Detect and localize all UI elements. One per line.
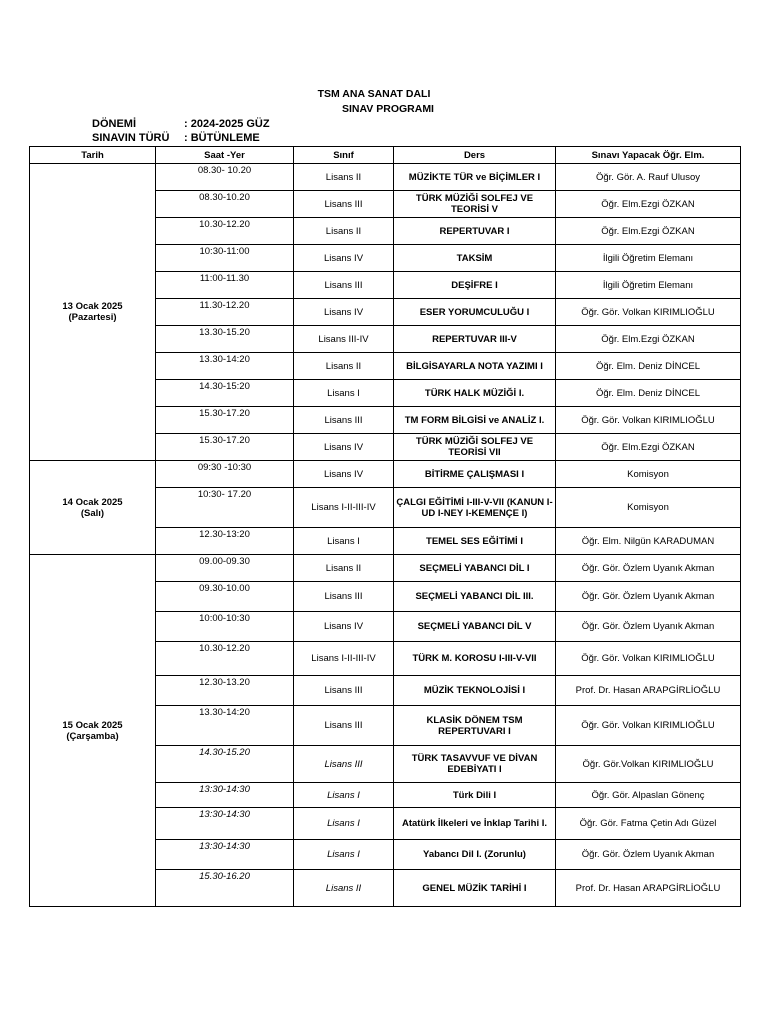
class-cell: Lisans IV bbox=[294, 612, 394, 642]
exam-date: 14 Ocak 2025 bbox=[62, 496, 123, 508]
class-cell: Lisans IV bbox=[294, 299, 394, 326]
teacher-cell: Öğr. Gör. Özlem Uyanık Akman bbox=[556, 555, 741, 582]
class-cell: Lisans III-IV bbox=[294, 326, 394, 353]
teacher-cell: Öğr. Gör. A. Rauf Ulusoy bbox=[556, 164, 741, 191]
course-cell: KLASİK DÖNEM TSM REPERTUVARI I bbox=[394, 706, 556, 746]
exam-day: (Salı) bbox=[80, 507, 105, 519]
class-cell: Lisans III bbox=[294, 676, 394, 706]
date-cell bbox=[30, 555, 156, 907]
time-cell: 14.30-15.20 bbox=[156, 746, 294, 783]
exam-date: 13 Ocak 2025 bbox=[62, 301, 123, 312]
exam-day: (Pazartesi) bbox=[68, 312, 117, 323]
time-cell: 09:30 -10:30 bbox=[156, 461, 294, 488]
class-cell: Lisans III bbox=[294, 746, 394, 783]
course-cell: TÜRK HALK MÜZİĞİ I. bbox=[394, 380, 556, 407]
course-cell: TÜRK TASAVVUF VE DİVAN EDEBİYATI I bbox=[394, 746, 556, 783]
time-cell: 13:30-14:30 bbox=[156, 840, 294, 870]
document-title: TSM ANA SANAT DALI bbox=[317, 88, 431, 100]
time-cell: 09.00-09.30 bbox=[156, 555, 294, 582]
time-cell: 13:30-14:30 bbox=[156, 783, 294, 808]
column-header-class: Sınıf bbox=[294, 147, 394, 164]
time-cell: 10.30-12.20 bbox=[156, 218, 294, 245]
teacher-cell: Öğr. Gör.Volkan KIRIMLIOĞLU bbox=[556, 746, 741, 783]
class-cell: Lisans I bbox=[294, 840, 394, 870]
teacher-cell: Komisyon bbox=[556, 488, 741, 528]
time-cell: 15.30-16.20 bbox=[156, 870, 294, 907]
class-cell: Lisans III bbox=[294, 407, 394, 434]
course-cell: GENEL MÜZİK TARİHİ I bbox=[394, 870, 556, 907]
course-cell: BİLGİSAYARLA NOTA YAZIMI I bbox=[394, 353, 556, 380]
exam-day: (Çarşamba) bbox=[66, 730, 119, 742]
time-cell: 13.30-15.20 bbox=[156, 326, 294, 353]
course-cell: TÜRK M. KOROSU I-III-V-VII bbox=[394, 642, 556, 676]
course-cell: TM FORM BİLGİSİ ve ANALİZ I. bbox=[394, 407, 556, 434]
time-cell: 08.30- 10.20 bbox=[156, 164, 294, 191]
course-cell: DEŞİFRE I bbox=[394, 272, 556, 299]
course-cell: TÜRK MÜZİĞİ SOLFEJ VE TEORİSİ V bbox=[394, 191, 556, 218]
exam-schedule-table bbox=[29, 146, 741, 907]
class-cell: Lisans III bbox=[294, 582, 394, 612]
time-cell: 11.30-12.20 bbox=[156, 299, 294, 326]
class-cell: Lisans IV bbox=[294, 461, 394, 488]
time-cell: 15.30-17.20 bbox=[156, 407, 294, 434]
table-body bbox=[30, 164, 741, 907]
time-cell: 13.30-14:20 bbox=[156, 706, 294, 746]
document-subtitle: SINAV PROGRAMI bbox=[342, 103, 434, 115]
teacher-cell: Öğr. Gör. Fatma Çetin Adı Güzel bbox=[556, 808, 741, 840]
teacher-cell: Öğr. Gör. Volkan KIRIMLIOĞLU bbox=[556, 299, 741, 326]
class-cell: Lisans III bbox=[294, 706, 394, 746]
time-cell: 10.30-12.20 bbox=[156, 642, 294, 676]
teacher-cell: İlgili Öğretim Elemanı bbox=[556, 245, 741, 272]
course-cell: SEÇMELİ YABANCI DİL I bbox=[394, 555, 556, 582]
teacher-cell: Öğr. Elm. Deniz DİNCEL bbox=[556, 380, 741, 407]
class-cell: Lisans II bbox=[294, 164, 394, 191]
period-label: DÖNEMİ bbox=[92, 118, 136, 130]
teacher-cell: Öğr. Gör. Alpaslan Gönenç bbox=[556, 783, 741, 808]
column-header-course: Ders bbox=[394, 147, 556, 164]
table-row bbox=[30, 461, 741, 488]
class-cell: Lisans I bbox=[294, 783, 394, 808]
time-cell: 15.30-17.20 bbox=[156, 434, 294, 461]
time-cell: 09.30-10.00 bbox=[156, 582, 294, 612]
class-cell: Lisans III bbox=[294, 191, 394, 218]
date-cell bbox=[30, 164, 156, 461]
course-cell: SEÇMELİ YABANCI DİL V bbox=[394, 612, 556, 642]
teacher-cell: Öğr. Elm.Ezgi ÖZKAN bbox=[556, 434, 741, 461]
course-cell: SEÇMELİ YABANCI DİL III. bbox=[394, 582, 556, 612]
time-cell: 10:30-11:00 bbox=[156, 245, 294, 272]
class-cell: Lisans II bbox=[294, 353, 394, 380]
period-value: : 2024-2025 GÜZ bbox=[184, 118, 270, 130]
teacher-cell: Öğr. Gör. Özlem Uyanık Akman bbox=[556, 840, 741, 870]
class-cell: Lisans II bbox=[294, 218, 394, 245]
teacher-cell: Öğr. Elm.Ezgi ÖZKAN bbox=[556, 218, 741, 245]
class-cell: Lisans I bbox=[294, 808, 394, 840]
class-cell: Lisans III bbox=[294, 272, 394, 299]
class-cell: Lisans I-II-III-IV bbox=[294, 642, 394, 676]
course-cell: REPERTUVAR I bbox=[394, 218, 556, 245]
time-cell: 13:30-14:30 bbox=[156, 808, 294, 840]
teacher-cell: Öğr. Elm.Ezgi ÖZKAN bbox=[556, 191, 741, 218]
time-cell: 10:00-10:30 bbox=[156, 612, 294, 642]
teacher-cell: Öğr. Gör. Volkan KIRIMLIOĞLU bbox=[556, 706, 741, 746]
time-cell: 13.30-14:20 bbox=[156, 353, 294, 380]
course-cell: TAKSİM bbox=[394, 245, 556, 272]
course-cell: Türk Dili I bbox=[394, 783, 556, 808]
course-cell: ESER YORUMCULUĞU I bbox=[394, 299, 556, 326]
class-cell: Lisans I bbox=[294, 380, 394, 407]
course-cell: REPERTUVAR III-V bbox=[394, 326, 556, 353]
time-cell: 08.30-10.20 bbox=[156, 191, 294, 218]
course-cell: Atatürk İlkeleri ve İnklap Tarihi I. bbox=[394, 808, 556, 840]
teacher-cell: Komisyon bbox=[556, 461, 741, 488]
teacher-cell: Öğr. Gör. Volkan KIRIMLIOĞLU bbox=[556, 642, 741, 676]
class-cell: Lisans II bbox=[294, 555, 394, 582]
class-cell: Lisans IV bbox=[294, 245, 394, 272]
teacher-cell: Öğr. Elm. Deniz DİNCEL bbox=[556, 353, 741, 380]
exam-type-label: SINAVIN TÜRÜ bbox=[92, 132, 170, 144]
time-cell: 10:30- 17.20 bbox=[156, 488, 294, 528]
teacher-cell: Öğr. Elm. Nilgün KARADUMAN bbox=[556, 528, 741, 555]
teacher-cell: Öğr. Gör. Özlem Uyanık Akman bbox=[556, 612, 741, 642]
course-cell: BİTİRME ÇALIŞMASI I bbox=[394, 461, 556, 488]
time-cell: 14.30-15:20 bbox=[156, 380, 294, 407]
column-header-teacher: Sınavı Yapacak Öğr. Elm. bbox=[556, 147, 741, 164]
course-cell: Yabancı Dil I. (Zorunlu) bbox=[394, 840, 556, 870]
column-header-time: Saat -Yer bbox=[156, 147, 294, 164]
column-header-date: Tarih bbox=[30, 147, 156, 164]
table-row bbox=[30, 555, 741, 582]
teacher-cell: Öğr. Gör. Özlem Uyanık Akman bbox=[556, 582, 741, 612]
course-cell: TÜRK MÜZİĞİ SOLFEJ VE TEORİSİ VII bbox=[394, 434, 556, 461]
class-cell: Lisans I-II-III-IV bbox=[294, 488, 394, 528]
teacher-cell: Prof. Dr. Hasan ARAPGİRLİOĞLU bbox=[556, 870, 741, 907]
date-cell bbox=[30, 461, 156, 555]
exam-type-value: : BÜTÜNLEME bbox=[184, 132, 260, 144]
course-cell: TEMEL SES EĞİTİMİ I bbox=[394, 528, 556, 555]
course-cell: ÇALGI EĞİTİMİ I-III-V-VII (KANUN I-UD I-NEY I-KEMENÇE I) bbox=[394, 488, 556, 528]
class-cell: Lisans IV bbox=[294, 434, 394, 461]
exam-date: 15 Ocak 2025 bbox=[62, 719, 123, 731]
teacher-cell: Öğr. Gör. Volkan KIRIMLIOĞLU bbox=[556, 407, 741, 434]
class-cell: Lisans II bbox=[294, 870, 394, 907]
teacher-cell: Öğr. Elm.Ezgi ÖZKAN bbox=[556, 326, 741, 353]
teacher-cell: İlgili Öğretim Elemanı bbox=[556, 272, 741, 299]
time-cell: 12.30-13:20 bbox=[156, 528, 294, 555]
teacher-cell: Prof. Dr. Hasan ARAPGİRLİOĞLU bbox=[556, 676, 741, 706]
table-row bbox=[30, 164, 741, 191]
course-cell: MÜZİK TEKNOLOJİSİ I bbox=[394, 676, 556, 706]
course-cell: MÜZİKTE TÜR ve BİÇİMLER I bbox=[394, 164, 556, 191]
time-cell: 11:00-11.30 bbox=[156, 272, 294, 299]
class-cell: Lisans I bbox=[294, 528, 394, 555]
table-header-row bbox=[30, 147, 741, 164]
time-cell: 12.30-13.20 bbox=[156, 676, 294, 706]
